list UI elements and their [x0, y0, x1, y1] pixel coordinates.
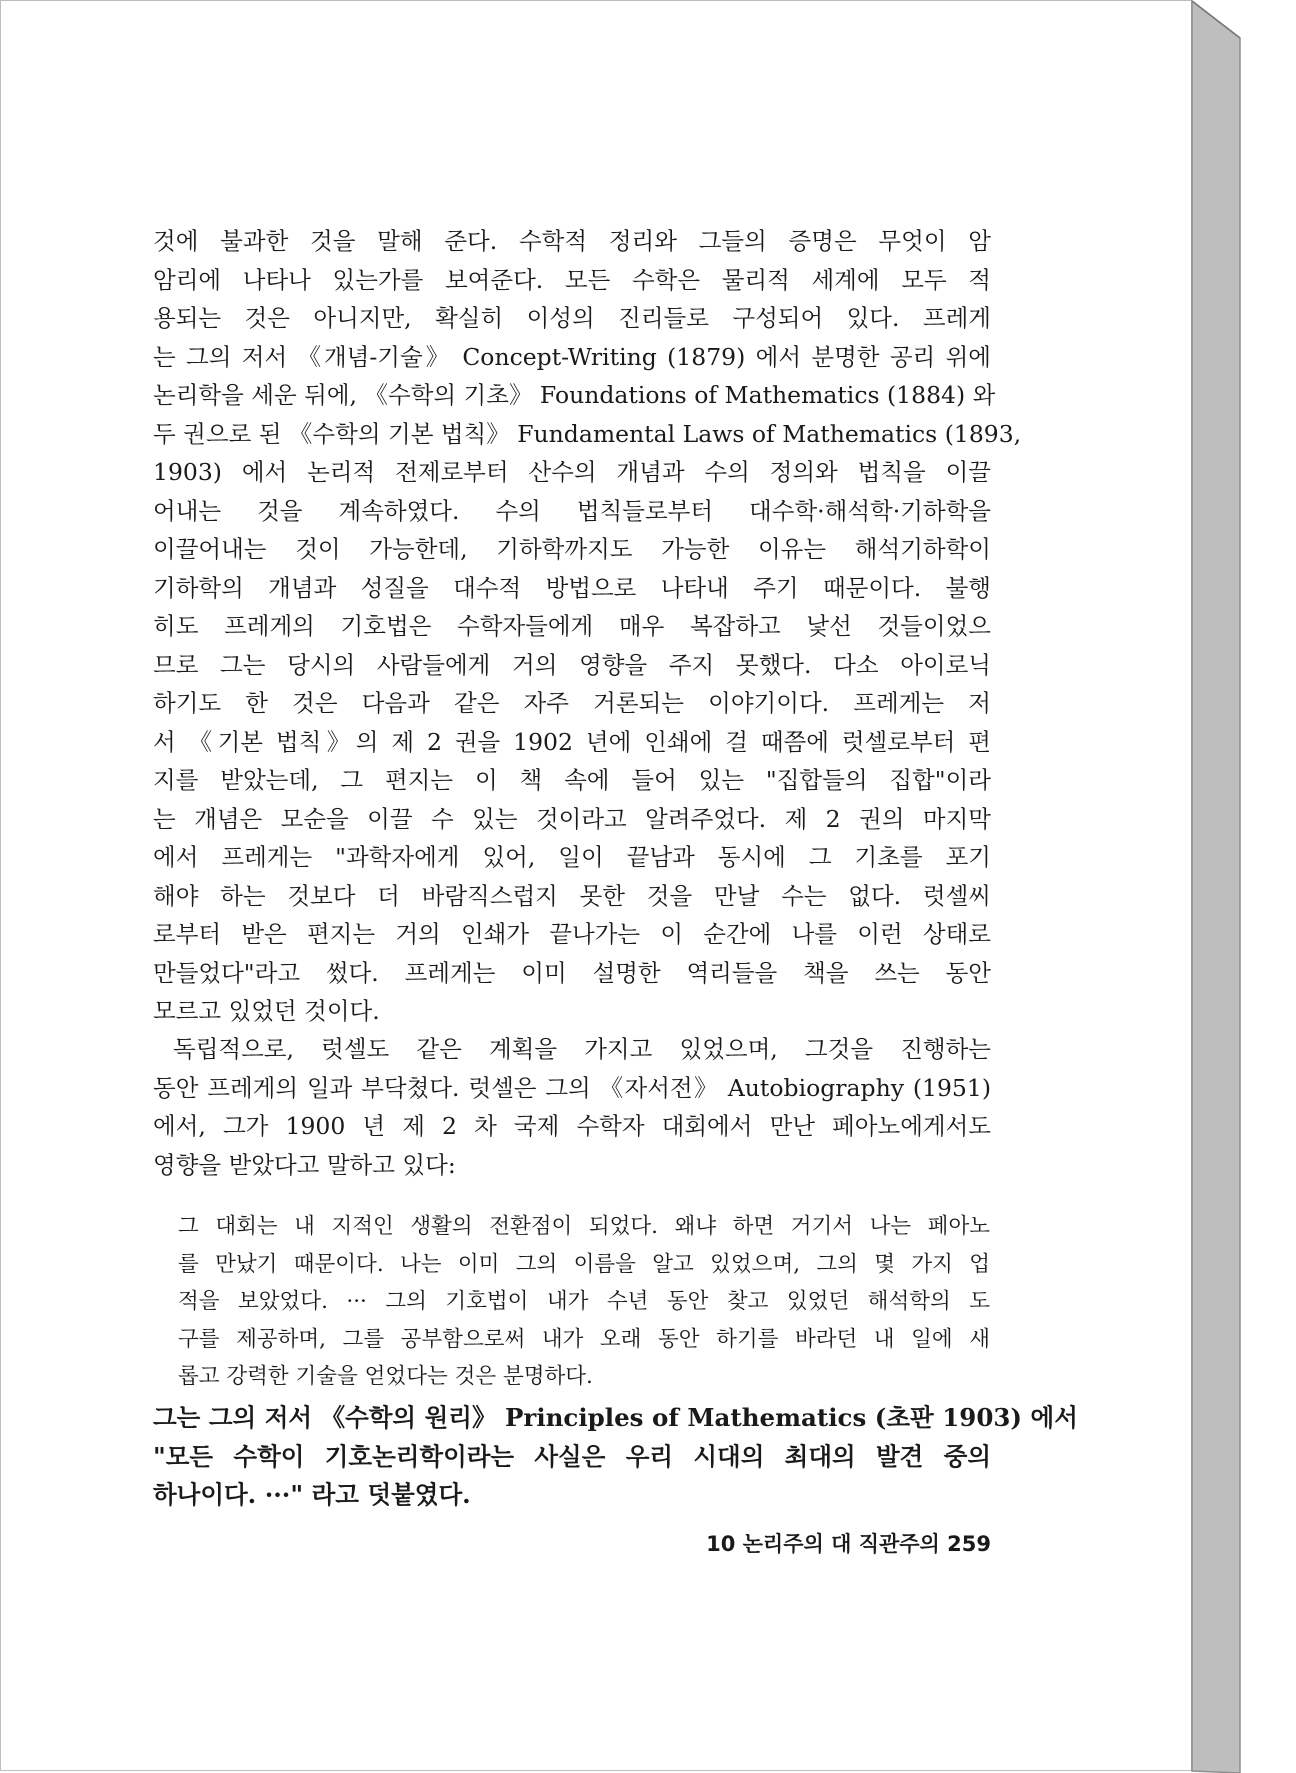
- text-line: 암리에 나타나 있는가를 보여준다. 모든 수학은 물리적 세계에 모두 적: [153, 265, 991, 294]
- text-line: 에서 프레게는 "과학자에게 있어, 일이 끝남과 동시에 그 기초를 포기: [153, 843, 991, 871]
- text-line: 1903) 에서 논리적 전제로부터 산수의 개념과 수의 정의와 법칙을 이끌: [153, 458, 991, 486]
- quote-line: 적을 보았었다. ··· 그의 기호법이 내가 수년 동안 찾고 있었던 해석학의 도: [178, 1289, 990, 1314]
- text-line: 므로 그는 당시의 사람들에게 거의 영향을 주지 못했다. 다소 아이로닉: [153, 650, 991, 679]
- text-line: 서 《기본 법칙》의 제 2 권을 1902 년에 인쇄에 걸 때쯤에 럿셀로부터 편: [153, 727, 991, 756]
- page-footer: 10 논리주의 대 직관주의 259: [706, 1532, 991, 1556]
- quote-line: 그 대회는 내 지적인 생활의 전환점이 되었다. 왜냐 하면 거기서 나는 페아노: [178, 1214, 990, 1239]
- text-line: 논리학을 세운 뒤에, 《수학의 기초》 Foundations of Mathematics (1884) 와: [153, 381, 996, 409]
- text-line: 독립적으로, 럿셀도 같은 계획을 가지고 있었으며, 그것을 진행하는: [173, 1035, 991, 1063]
- text-line: 용되는 것은 아니지만, 확실히 이성의 진리들로 구성되어 있다. 프레게: [153, 304, 991, 332]
- text-line: 모르고 있었던 것이다.: [153, 997, 380, 1025]
- paragraph-1: [153, 222, 1022, 1031]
- text-line: 로부터 받은 편지는 거의 인쇄가 끝나가는 이 순간에 나를 이런 상태로: [153, 920, 991, 948]
- text-line: 히도 프레게의 기호법은 수학자들에게 매우 복잡하고 낯선 것들이었으: [153, 612, 991, 640]
- text-line: 그는 그의 저서 《수학의 원리》 Principles of Mathematics (초판 1903) 에서: [153, 1403, 1078, 1432]
- text-line: 해야 하는 것보다 더 바람직스럽지 못한 것을 만날 수는 없다. 럿셀씨: [153, 881, 991, 910]
- text-line: 에서, 그가 1900 년 제 2 차 국제 수학자 대회에서 만난 페아노에게서도: [153, 1112, 991, 1140]
- text-line: 하나이다. ···" 라고 덧붙였다.: [153, 1480, 471, 1509]
- text-line: 동안 프레게의 일과 부닥쳤다. 럿셀은 그의 《자서전》 Autobiography (1951): [153, 1073, 991, 1102]
- text-line: 만들었다"라고 썼다. 프레게는 이미 설명한 역리들을 책을 쓰는 동안: [153, 958, 991, 987]
- closing-paragraph: [153, 1399, 1078, 1515]
- text-line: 영향을 받았다고 말하고 있다:: [153, 1150, 456, 1179]
- text-line: "모든 수학이 기호논리학이라는 사실은 우리 시대의 최대의 발견 중의: [153, 1441, 991, 1471]
- text-line: 두 권으로 된 《수학의 기본 법칙》 Fundamental Laws of Mathematics (1893,: [153, 419, 1022, 448]
- quote-line: 구를 제공하며, 그를 공부함으로써 내가 오래 동안 하기를 바라던 내 일에 새: [178, 1326, 990, 1352]
- paragraph-2: [153, 1030, 991, 1184]
- text-line: 기하학의 개념과 성질을 대수적 방법으로 나타내 주기 때문이다. 불행: [153, 573, 991, 602]
- text-line: 것에 불과한 것을 말해 준다. 수학적 정리와 그들의 증명은 무엇이 암: [153, 227, 991, 255]
- text-line: 하기도 한 것은 다음과 같은 자주 거론되는 이야기이다. 프레게는 저: [153, 689, 991, 717]
- text-line: 는 개념은 모순을 이끌 수 있는 것이라고 알려주었다. 제 2 권의 마지막: [153, 804, 991, 833]
- text-line: 이끌어내는 것이 가능한데, 기하학까지도 가능한 이유는 해석기하학이: [153, 535, 991, 563]
- block-quote: [178, 1208, 990, 1396]
- text-line: 는 그의 저서 《개념-기술》 Concept-Writing (1879) 에서 분명한 공리 위에: [153, 342, 991, 371]
- text-line: 어내는 것을 계속하였다. 수의 법칙들로부터 대수학·해석학·기하학을: [153, 496, 991, 525]
- text-line: 지를 받았는데, 그 편지는 이 책 속에 들어 있는 "집합들의 집합"이라: [153, 766, 991, 794]
- quote-line: 를 만났기 때문이다. 나는 이미 그의 이름을 알고 있었으며, 그의 몇 가지 업: [178, 1251, 990, 1277]
- quote-line: 롭고 강력한 기술을 얻었다는 것은 분명하다.: [178, 1364, 593, 1389]
